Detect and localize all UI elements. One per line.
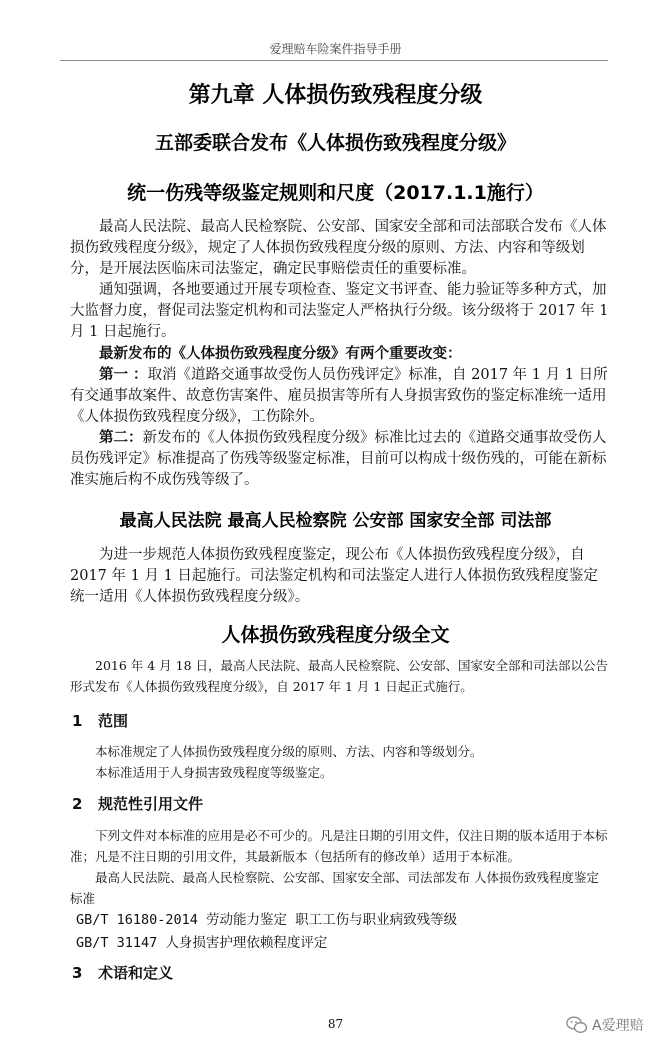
subtitle-joint-release: 五部委联合发布《人体损伤致残程度分级》 <box>154 132 516 154</box>
chapter-title: 第九章 人体损伤致残程度分级 <box>188 83 483 108</box>
notice-paragraph: 为进一步规范人体损伤致残程度鉴定，现公布《人体损伤致残程度分级》，自 2017 年 1 月 1 日起施行。司法鉴定机构和司法鉴定人进行人体损伤致残程度鉴定统一适用《人体损伤致残程度分级》。 <box>70 547 598 605</box>
section-2-title: 规范性引用文件 <box>98 795 204 813</box>
reference-1: GB/T 16180-2014 劳动能力鉴定 职工工伤与职业病致残等级 <box>76 912 458 928</box>
fulltext-intro: 2016 年 4 月 18 日，最高人民法院、最高人民检察院、公安部、国家安全部和司法部以公告形式发布《人体损伤致残程度分级》，自 2017 年 1 月 1 日起正式施行。 <box>70 658 609 694</box>
page-number: 87 <box>327 1017 344 1031</box>
wechat-icon <box>566 1016 588 1034</box>
change-1-label: 第一 ： <box>99 366 148 383</box>
section-1-paragraph-1: 本标准规定了人体损伤致残程度分级的原则、方法、内容和等级划分。 <box>95 744 483 759</box>
section-2-number: 2 <box>72 795 83 813</box>
change-2-label: 第二： <box>99 429 143 446</box>
issuing-authorities: 最高人民法院 最高人民检察院 公安部 国家安全部 司法部 <box>119 511 552 531</box>
change-2-text: 新发布的《人体损伤致残程度分级》标准比过去的《道路交通事故受伤人员伤残评定》标准提高了伤残等级鉴定标准，目前可以构成十级伤残的，可能在新标准实施后构不成伤残等级了。 <box>70 430 607 488</box>
section-1-number: 1 <box>72 712 83 730</box>
section-1-title: 范围 <box>98 712 129 730</box>
header-rule <box>60 60 608 61</box>
change-1-paragraph <box>70 364 610 428</box>
section-1-paragraph-2: 本标准适用于人身损害致残程度等级鉴定。 <box>95 765 333 780</box>
section-1-heading <box>72 710 128 731</box>
section-3-heading <box>72 962 173 983</box>
running-header: 爱理赔车险案件指导手册 <box>269 42 402 56</box>
intro-paragraph-1: 最高人民法院、最高人民检察院、公安部、国家安全部和司法部联合发布《人体损伤致残程度分级》，规定了人体损伤致残程度分级的原则、方法、内容和等级划分，是开展法医临床司法鉴定，确定民事赔偿责任的重要标准。 <box>70 219 607 277</box>
section-2-paragraph-1: 下列文件对本标准的应用是必不可少的。凡是注日期的引用文件，仅注日期的版本适用于本标准；凡是不注日期的引用文件，其最新版本（包括所有的修改单）适用于本标准。 <box>70 828 608 864</box>
change-2-paragraph <box>70 427 610 491</box>
intro-paragraph-2: 通知强调，各地要通过开展专项检查、鉴定文书评查、能力验证等多种方式，加大监督力度，督促司法鉴定机构和司法鉴定人严格执行分级。该分级将于 2017 年 1 月 1 日起施行。 <box>70 282 609 340</box>
watermark <box>566 1015 644 1035</box>
watermark-text: A爱理赔 <box>592 1018 644 1034</box>
section-2-heading <box>72 793 203 814</box>
subtitle-effective-date: 统一伤残等级鉴定规则和尺度（2017.1.1施行） <box>127 182 544 204</box>
section-3-title: 术语和定义 <box>98 964 174 982</box>
section-3-number: 3 <box>72 964 83 982</box>
fulltext-title: 人体损伤致残程度分级全文 <box>221 624 450 646</box>
change-1-text: 取消《道路交通事故受伤人员伤残评定》标准，自 2017 年 1 月 1 日所有交通事故案件、故意伤害案件、雇员损害等所有人身损害致伤的鉴定标准统一适用《人体损伤致残程度分级》，工伤除外。 <box>70 367 608 425</box>
changes-heading: 最新发布的《人体损伤致残程度分级》有两个重要改变： <box>99 345 462 362</box>
section-2-paragraph-2: 最高人民法院、最高人民检察院、公安部、国家安全部、司法部发布 人体损伤致残程度鉴定标准 <box>70 870 599 906</box>
reference-2: GB/T 31147 人身损害护理依赖程度评定 <box>76 935 328 951</box>
